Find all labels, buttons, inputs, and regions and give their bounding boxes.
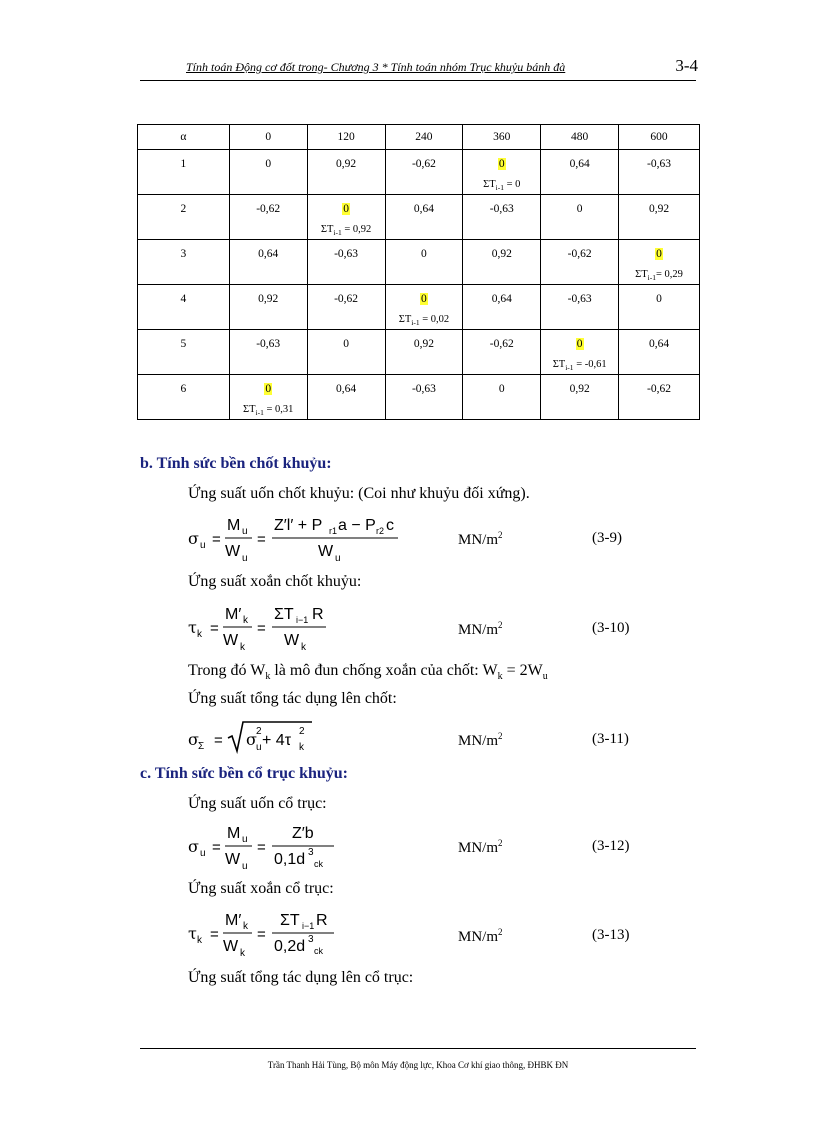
svg-text:i−1: i−1 xyxy=(302,921,315,931)
table-header-cell: 360 xyxy=(463,125,541,150)
svg-text:W: W xyxy=(284,632,300,649)
svg-text:0,2d: 0,2d xyxy=(274,938,306,955)
table-header-cell: 600 xyxy=(619,125,700,150)
eq-number-3-13: (3-13) xyxy=(592,927,630,943)
table-header-cell: 240 xyxy=(385,125,463,150)
sum-annotation: $\Sigma T_{i-1} = -0,61$ xyxy=(552,358,607,372)
cell-value: 1 xyxy=(180,158,187,170)
f39-num2-mid: a − P xyxy=(338,517,376,534)
svg-text:k: k xyxy=(243,615,248,626)
f39-lhs-sub: u xyxy=(200,540,206,551)
table-cell xyxy=(138,150,230,195)
unit-3-12: $MN/m^2$ xyxy=(458,838,503,856)
cell-value: 4 xyxy=(180,293,187,305)
table-cell xyxy=(463,375,541,420)
cell-value: 0 xyxy=(265,383,272,395)
table-row xyxy=(138,375,700,420)
table-cell xyxy=(541,330,619,375)
svg-text:i−1: i−1 xyxy=(296,615,309,625)
svg-text:u: u xyxy=(242,861,248,872)
formula-3-12 xyxy=(188,820,388,881)
f39-num2-sub1: r1 xyxy=(329,526,338,536)
svg-text:τ: τ xyxy=(188,618,197,637)
svg-text:=: = xyxy=(257,926,266,943)
section-c-text3: Ứng suất tổng tác dụng lên cổ trục: xyxy=(188,969,414,986)
cell-value: 0,92 xyxy=(258,293,279,305)
cell-value: 0 xyxy=(343,203,349,215)
svg-text:W: W xyxy=(223,938,239,955)
cell-value: 0 xyxy=(576,203,583,215)
table-cell xyxy=(138,195,230,240)
svg-text:M: M xyxy=(227,825,241,842)
cell-value: -0,62 xyxy=(489,338,514,350)
f39-den1: W xyxy=(225,543,241,560)
cell-value: -0,62 xyxy=(334,293,359,305)
table-cell xyxy=(385,240,463,285)
table-cell xyxy=(229,240,307,285)
table-row xyxy=(138,240,700,285)
svg-text:W: W xyxy=(225,851,241,868)
f39-num1-sub: u xyxy=(242,526,248,537)
table-cell xyxy=(138,375,230,420)
table-header-cell: 120 xyxy=(307,125,385,150)
table-cell xyxy=(619,150,700,195)
sum-annotation: $\Sigma T_{i-1} = 0,31$ xyxy=(243,403,294,417)
f39-num1: M xyxy=(227,517,241,534)
cell-value: -0,63 xyxy=(647,158,672,170)
cell-value: -0,62 xyxy=(256,203,281,215)
f39-den1-sub: u xyxy=(242,553,248,564)
cell-value: 0 xyxy=(421,293,427,305)
table-row xyxy=(138,195,700,240)
section-b-text1: Ứng suất uốn chốt khuỷu: (Coi như khuỷu đối xứng). xyxy=(188,485,530,502)
cell-value: 0,92 xyxy=(336,158,357,170)
formula-3-13 xyxy=(188,907,388,968)
cell-value: 0,92 xyxy=(569,383,590,395)
page-header xyxy=(140,58,696,81)
eq-number-3-9: (3-9) xyxy=(592,530,622,546)
cell-value: 0 xyxy=(343,338,349,350)
formula-3-9 xyxy=(188,512,448,573)
unit-3-10: $MN/m^2$ xyxy=(458,620,503,638)
table-cell xyxy=(385,195,463,240)
svg-text:=: = xyxy=(214,732,223,749)
cell-value: -0,62 xyxy=(567,248,592,260)
alpha-table xyxy=(137,124,700,420)
svg-text:2: 2 xyxy=(256,726,262,737)
f39-den2-sub: u xyxy=(335,553,341,564)
unit-3-13: $MN/m^2$ xyxy=(458,927,503,945)
svg-text:+ 4τ: + 4τ xyxy=(262,732,292,749)
svg-text:ck: ck xyxy=(314,859,323,869)
table-cell xyxy=(229,150,307,195)
table-cell xyxy=(385,285,463,330)
cell-value: 0,64 xyxy=(491,293,512,305)
svg-text:k: k xyxy=(243,921,248,932)
f39-num2-sub2: r2 xyxy=(376,526,385,536)
alpha-table-body xyxy=(138,125,700,420)
table-cell xyxy=(229,195,307,240)
table-cell xyxy=(229,285,307,330)
f39-lhs: σ xyxy=(188,529,199,548)
svg-text:=: = xyxy=(212,839,221,856)
svg-text:=: = xyxy=(257,531,266,548)
svg-text:Σ: Σ xyxy=(198,741,205,752)
table-cell xyxy=(138,240,230,285)
sum-annotation: $\Sigma T_{i-1}= 0,29$ xyxy=(635,268,683,282)
svg-text:M′: M′ xyxy=(225,606,242,623)
svg-text:k: k xyxy=(197,629,202,640)
table-row xyxy=(138,150,700,195)
svg-text:3: 3 xyxy=(308,934,314,945)
table-header-cell: 480 xyxy=(541,125,619,150)
cell-value: 0,64 xyxy=(648,338,670,350)
section-b-heading: b. Tính sức bền chốt khuỷu: xyxy=(140,455,332,472)
svg-text:τ: τ xyxy=(188,924,197,943)
table-cell xyxy=(307,240,385,285)
table-cell xyxy=(385,150,463,195)
cell-value: -0,62 xyxy=(647,383,672,395)
svg-text:=: = xyxy=(212,531,221,548)
svg-text:k: k xyxy=(240,948,245,959)
table-row xyxy=(138,330,700,375)
eq-number-3-11: (3-11) xyxy=(592,731,629,747)
svg-text:u: u xyxy=(256,742,262,753)
svg-text:Z′b: Z′b xyxy=(292,825,314,842)
svg-text:=: = xyxy=(257,620,266,637)
page-footer: Trần Thanh Hải Tùng, Bộ môn Máy động lực, Khoa Cơ khí giao thông, ĐHBK ĐN xyxy=(267,1060,569,1070)
section-b-text2: Ứng suất xoắn chốt khuỷu: xyxy=(188,573,362,590)
table-header-cell: α xyxy=(138,125,230,150)
svg-text:R: R xyxy=(312,606,324,623)
cell-value: 6 xyxy=(180,383,187,395)
section-c-text2: Ứng suất xoắn cổ trục: xyxy=(188,880,334,897)
table-cell xyxy=(541,150,619,195)
eq-number-3-12: (3-12) xyxy=(592,838,630,854)
cell-value: -0,63 xyxy=(256,338,281,350)
cell-value: 0 xyxy=(656,248,662,260)
table-cell xyxy=(619,375,700,420)
svg-text:=: = xyxy=(210,926,219,943)
cell-value: 0,64 xyxy=(569,158,590,170)
table-cell xyxy=(307,195,385,240)
svg-text:ΣT: ΣT xyxy=(274,606,294,623)
svg-text:0,1d: 0,1d xyxy=(274,851,306,868)
table-cell xyxy=(541,240,619,285)
table-cell xyxy=(463,150,541,195)
table-cell xyxy=(619,240,700,285)
cell-value: 0 xyxy=(265,158,272,170)
sum-annotation: $\Sigma T_{i-1} = 0,92$ xyxy=(320,223,372,237)
section-b-text4: Ứng suất tổng tác dụng lên chốt: xyxy=(188,690,397,707)
section-b-text3: Trong đó $W_k$ là mô đun chống xoắn của chốt: $W_k = 2W_u$ xyxy=(188,662,548,683)
cell-value: 0,92 xyxy=(413,338,434,350)
f39-den2: W xyxy=(318,543,334,560)
table-cell xyxy=(385,375,463,420)
table-cell xyxy=(138,285,230,330)
table-cell xyxy=(463,195,541,240)
sum-annotation: $\Sigma T_{i-1} = 0$ xyxy=(483,178,521,192)
table-cell xyxy=(619,195,700,240)
cell-value: 0,64 xyxy=(413,203,434,215)
table-cell xyxy=(229,330,307,375)
cell-value: 0 xyxy=(498,158,505,170)
svg-text:=: = xyxy=(210,620,219,637)
svg-text:k: k xyxy=(299,742,304,753)
svg-text:k: k xyxy=(301,642,306,653)
table-cell xyxy=(541,375,619,420)
svg-text:2: 2 xyxy=(299,726,305,737)
table-cell xyxy=(307,285,385,330)
cell-value: -0,63 xyxy=(567,293,592,305)
table-cell xyxy=(541,195,619,240)
eq-number-3-10: (3-10) xyxy=(592,620,630,636)
table-cell xyxy=(463,330,541,375)
section-c-heading: c. Tính sức bền cổ trục khuỷu: xyxy=(140,765,349,782)
svg-text:W: W xyxy=(223,632,239,649)
table-cell xyxy=(307,330,385,375)
formula-3-11 xyxy=(188,718,348,763)
svg-text:R: R xyxy=(316,912,328,929)
table-header-cell: 0 xyxy=(229,125,307,150)
cell-value: 2 xyxy=(180,203,187,215)
cell-value: 3 xyxy=(180,248,187,260)
svg-text:k: k xyxy=(197,935,202,946)
cell-value: 0,64 xyxy=(336,383,357,395)
table-cell xyxy=(463,285,541,330)
svg-text:σ: σ xyxy=(188,837,199,856)
page-number: 3-4 xyxy=(675,56,698,75)
svg-text:u: u xyxy=(242,834,248,845)
section-c-text1: Ứng suất uốn cổ trục: xyxy=(188,795,327,812)
f39-num2-end: c xyxy=(386,517,394,534)
svg-text:3: 3 xyxy=(308,847,314,858)
footer-divider xyxy=(140,1048,696,1049)
cell-value: 0 xyxy=(576,338,583,350)
cell-value: 0 xyxy=(498,383,505,395)
cell-value: 5 xyxy=(180,338,187,350)
table-header-row xyxy=(138,125,700,150)
table-cell xyxy=(229,375,307,420)
table-cell xyxy=(619,285,700,330)
formula-3-10 xyxy=(188,601,388,662)
cell-value: -0,63 xyxy=(334,248,359,260)
svg-text:ΣT: ΣT xyxy=(280,912,300,929)
svg-text:=: = xyxy=(257,839,266,856)
table-cell xyxy=(619,330,700,375)
sum-annotation: $\Sigma T_{i-1} = 0,02$ xyxy=(398,313,450,327)
cell-value: 0,92 xyxy=(491,248,512,260)
svg-text:ck: ck xyxy=(314,946,323,956)
svg-text:k: k xyxy=(240,642,245,653)
table-row xyxy=(138,285,700,330)
svg-text:u: u xyxy=(200,848,206,859)
f39-num2: Z′l′ + P xyxy=(274,517,323,534)
cell-value: 0 xyxy=(421,248,427,260)
cell-value: 0 xyxy=(656,293,662,305)
table-cell xyxy=(138,330,230,375)
cell-value: -0,63 xyxy=(411,383,436,395)
table-cell xyxy=(385,330,463,375)
cell-value: 0,92 xyxy=(648,203,670,215)
svg-text:σ: σ xyxy=(188,730,199,749)
table-cell xyxy=(307,375,385,420)
unit-3-9: $MN/m^2$ xyxy=(458,530,503,548)
cell-value: -0,62 xyxy=(411,158,436,170)
svg-text:σ: σ xyxy=(246,730,257,749)
table-cell xyxy=(307,150,385,195)
table-cell xyxy=(541,285,619,330)
svg-text:M′: M′ xyxy=(225,912,242,929)
cell-value: 0,64 xyxy=(258,248,279,260)
table-cell xyxy=(463,240,541,285)
header-title: Tính toán Động cơ đốt trong- Chương 3 * Tính toán nhóm Trục khuỷu bánh đà xyxy=(186,60,566,74)
cell-value: -0,63 xyxy=(489,203,514,215)
unit-3-11: $MN/m^2$ xyxy=(458,731,503,749)
